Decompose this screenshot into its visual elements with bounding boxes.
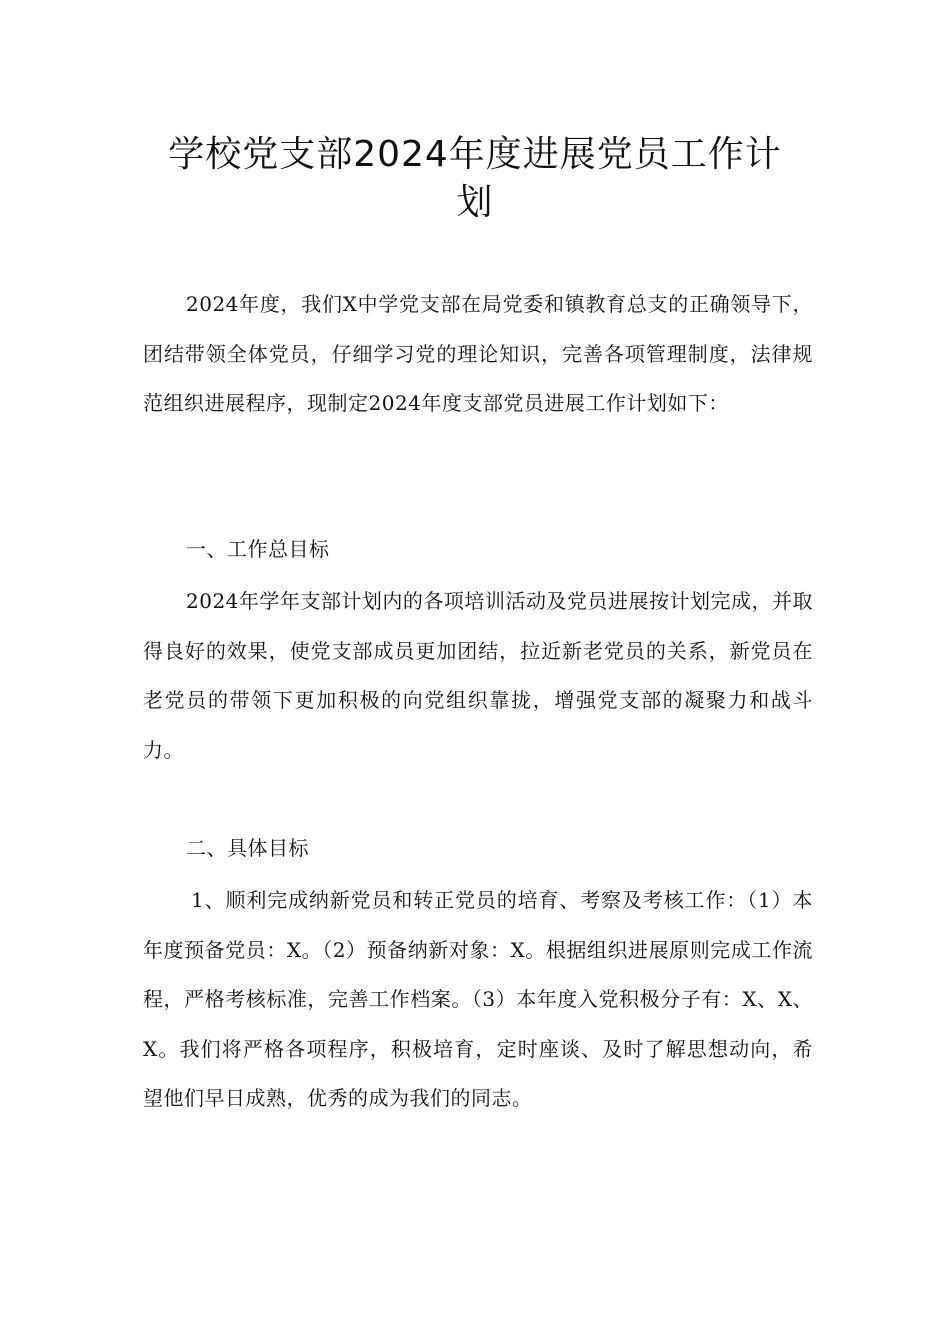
section-1-paragraph: 2024年学年支部计划内的各项培训活动及党员进展按计划完成，并取得良好的效果，使党支部成员更加团结，拉近新老党员的关系，新党员在老党员的带领下更加积极的向党组织靠拢，增强党支部的凝聚力和战斗力。 — [143, 589, 813, 762]
section-1-heading: 一、工作总目标 — [186, 537, 330, 561]
document-title-line-1: 学校党支部2024年度进展党员工作计 — [168, 134, 782, 175]
section-2-heading: 二、具体目标 — [186, 836, 309, 860]
document-title-line-2: 划 — [456, 182, 494, 223]
intro-paragraph: 2024年度，我们X中学党支部在局党委和镇教育总支的正确领导下，团结带领全体党员，仔细学习党的理论知识，完善各项管理制度，法律规范组织进展程序，现制定2024年度支部党员进展工作计划如下： — [143, 292, 813, 415]
section-2-paragraph: 1、顺利完成纳新党员和转正党员的培育、考察及考核工作：（1）本年度预备党员：X。（2）预备纳新对象：X。根据组织进展原则完成工作流程，严格考核标准，完善工作档案。（3）本年度入党积极分子有：X、X、X。我们将严格各项程序，积极培育，定时座谈、及时了解思想动向，希望他们早日成熟，优秀的成为我们的同志。 — [143, 888, 813, 1110]
